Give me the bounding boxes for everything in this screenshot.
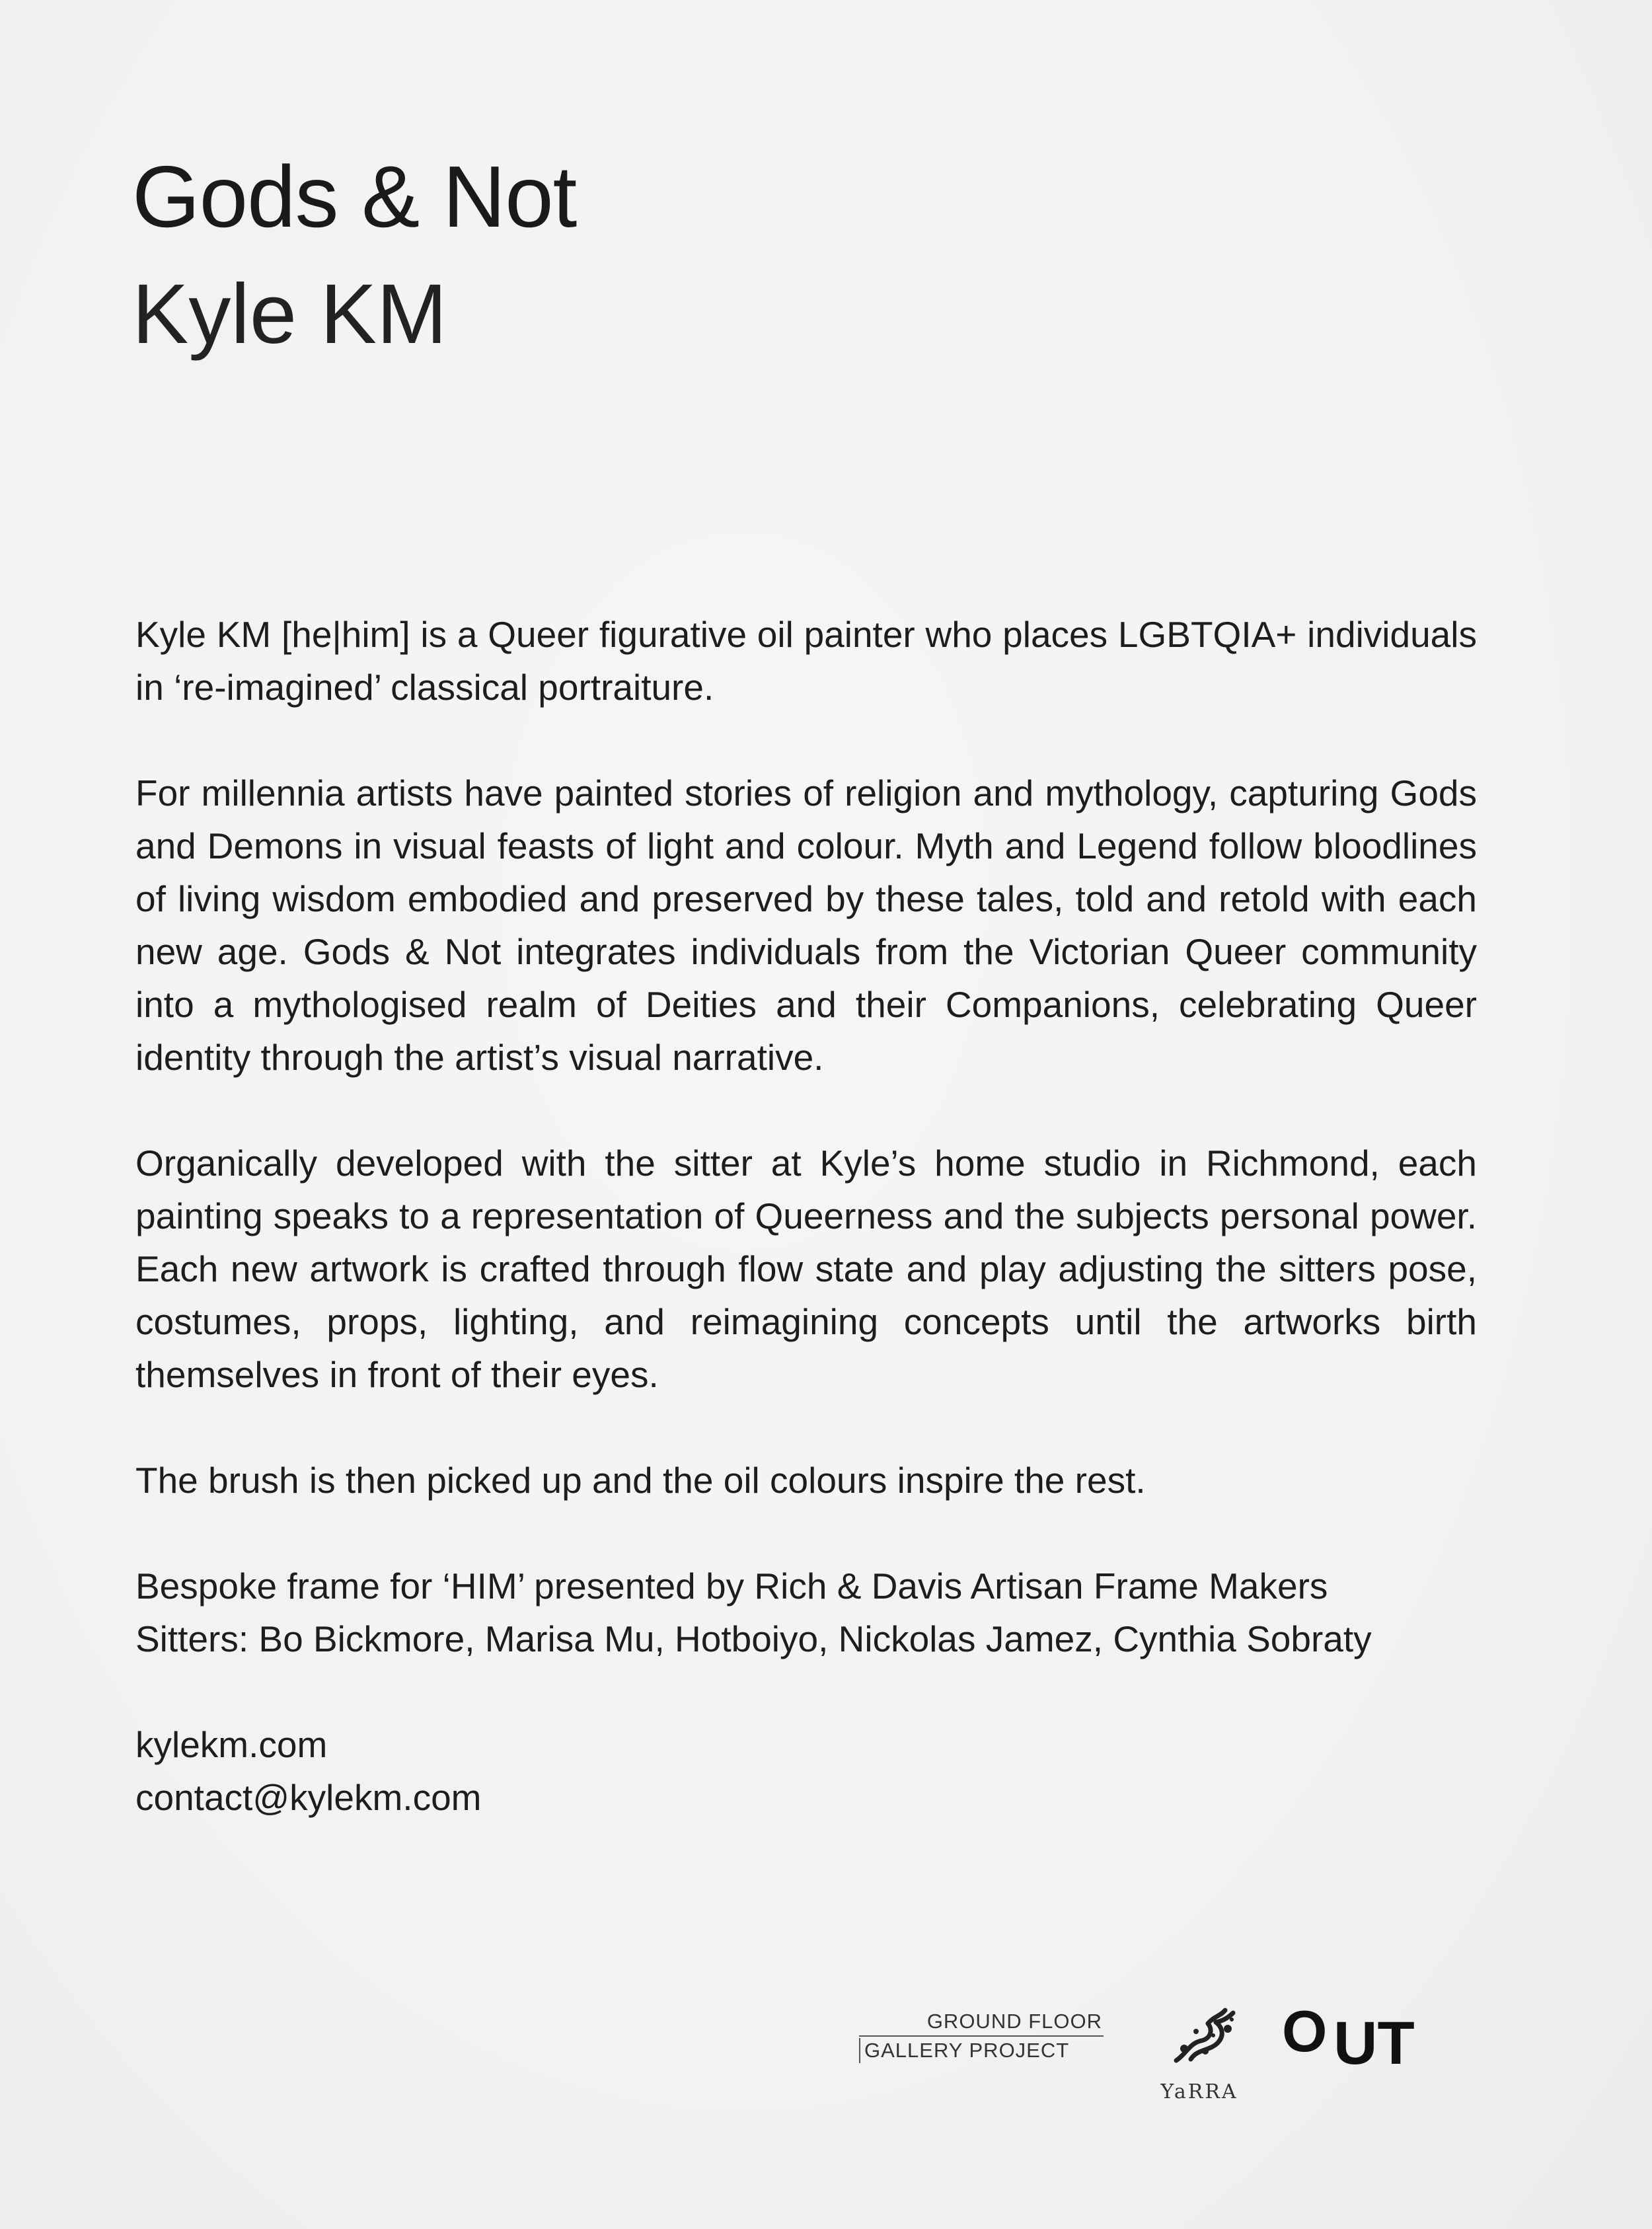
artist-name: Kyle KM (132, 267, 447, 361)
website-link[interactable]: kylekm.com (135, 1724, 328, 1765)
artist-statement (135, 608, 1477, 1824)
brush-paragraph: The brush is then picked up and the oil colours inspire the rest. (135, 1460, 1146, 1501)
credits-block (135, 1560, 1477, 1665)
process-paragraph: Organically developed with the sitter at Kyle’s home studio in Richmond, each painting speaks to a representation of Queerness and the subjects personal power. Each new artwork is crafted through flow state and play adjusting the sitters pose, costumes, props, lighting, and reimagining concepts until the artworks birth themselves in front of their eyes. (135, 1143, 1477, 1395)
mythology-paragraph: For millennia artists have painted stories of religion and mythology, capturing Gods and Demons in visual feasts of light and colour. Myth and Legend follow bloodlines of living wisdom embodied and preserved by these tales, told and retold with each new age. Gods & Not integrates individuals from the Victorian Queer community into a mythologised realm of Deities and their Companions, celebrating Queer identity through the artist’s visual narrative. (135, 773, 1477, 1078)
sitters-credit: Sitters: Bo Bickmore, Marisa Mu, Hotboiyo, Nickolas Jamez, Cynthia Sobraty (135, 1618, 1372, 1659)
yarra-logo (1150, 2002, 1249, 2118)
contact-block (135, 1718, 1477, 1824)
intro-paragraph: Kyle KM [he|him] is a Queer figurative oil painter who places LGBTQIA+ individuals in ‘re-imagined’ classical portraiture. (135, 614, 1477, 708)
ground-floor-gallery-logo (859, 2009, 1104, 2063)
email-link[interactable]: contact@kylekm.com (135, 1777, 482, 1818)
out-logo-o: O (1282, 1998, 1328, 2064)
yarra-emblem-icon (1150, 2002, 1249, 2078)
out-logo (1282, 1998, 1454, 2088)
gallery-logo-line1: GROUND FLOOR (859, 2009, 1104, 2037)
out-logo-ut: UT (1333, 2010, 1415, 2077)
frame-credit: Bespoke frame for ‘HIM’ presented by Rich & Davis Artisan Frame Makers (135, 1566, 1328, 1606)
sponsor-logos (859, 1998, 1454, 2121)
gallery-logo-line2: GALLERY PROJECT (859, 2038, 1104, 2063)
exhibition-title: Gods & Not (132, 148, 577, 245)
yarra-wordmark: YaRRA (1160, 2080, 1238, 2103)
